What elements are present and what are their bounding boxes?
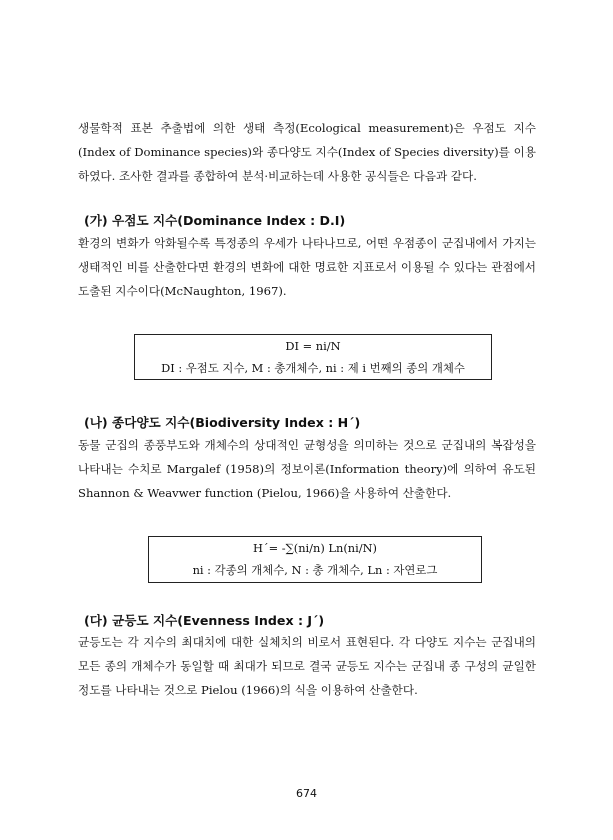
- section-heading-biodiversity: (나) 종다양도 지수(Biodiversity Index : H´): [84, 415, 361, 430]
- page-number: 674: [296, 787, 317, 800]
- section-body-dominance: 환경의 변화가 악화될수록 특정종의 우세가 나타나므로, 어떤 우점종이 군집내에서 가지는 생태적인 비를 산출한다면 환경의 변화에 대한 명료한 지표로서 이용될 수 있다는 관점에서 도출된 지수이다(McNaughton, 1967).: [78, 236, 536, 298]
- formula-box-dominance: [134, 334, 492, 380]
- formula-dominance: DI = ni/N: [285, 339, 341, 353]
- formula-legend-biodiversity: ni : 각종의 개체수, N : 총 개체수, Ln : 자연로그: [192, 563, 438, 577]
- section-heading-dominance: (가) 우점도 지수(Dominance Index : D.I): [84, 213, 346, 228]
- formula-box-biodiversity: [148, 536, 482, 583]
- section-body-biodiversity: 동물 군집의 종풍부도와 개체수의 상대적인 균형성을 의미하는 것으로 군집내의 복잡성을 나타내는 수치로 Margalef (1958)의 정보이론(Information theory)에 의하여 유도된 Shannon & Weavwer function (Pielou, 1966)을 사용하여 산출한다.: [78, 438, 536, 500]
- formula-biodiversity: H´= -∑(ni/n) Ln(ni/N): [252, 541, 377, 555]
- intro-paragraph: 생물학적 표본 추출법에 의한 생태 측정(Ecological measurement)은 우점도 지수(Index of Dominance species)와 종다양도 지수(Index of Species diversity)를 이용하였다. 조사한 결과를 종합하여 분석·비교하는데 사용한 공식들은 다음과 같다.: [78, 121, 536, 183]
- section-heading-evenness: (다) 균등도 지수(Evenness Index : J´): [84, 613, 325, 628]
- formula-legend-dominance: DI : 우점도 지수, M : 총개체수, ni : 제 i 번째의 종의 개체수: [161, 361, 465, 375]
- section-body-evenness: 균등도는 각 지수의 최대치에 대한 실체치의 비로서 표현된다. 각 다양도 지수는 군집내의 모든 종의 개체수가 동일할 때 최대가 되므로 결국 균등도 지수는 군집내 종 구성의 균일한 정도를 나타내는 것으로 Pielou (1966)의 식을 이용하여 산출한다.: [78, 635, 536, 697]
